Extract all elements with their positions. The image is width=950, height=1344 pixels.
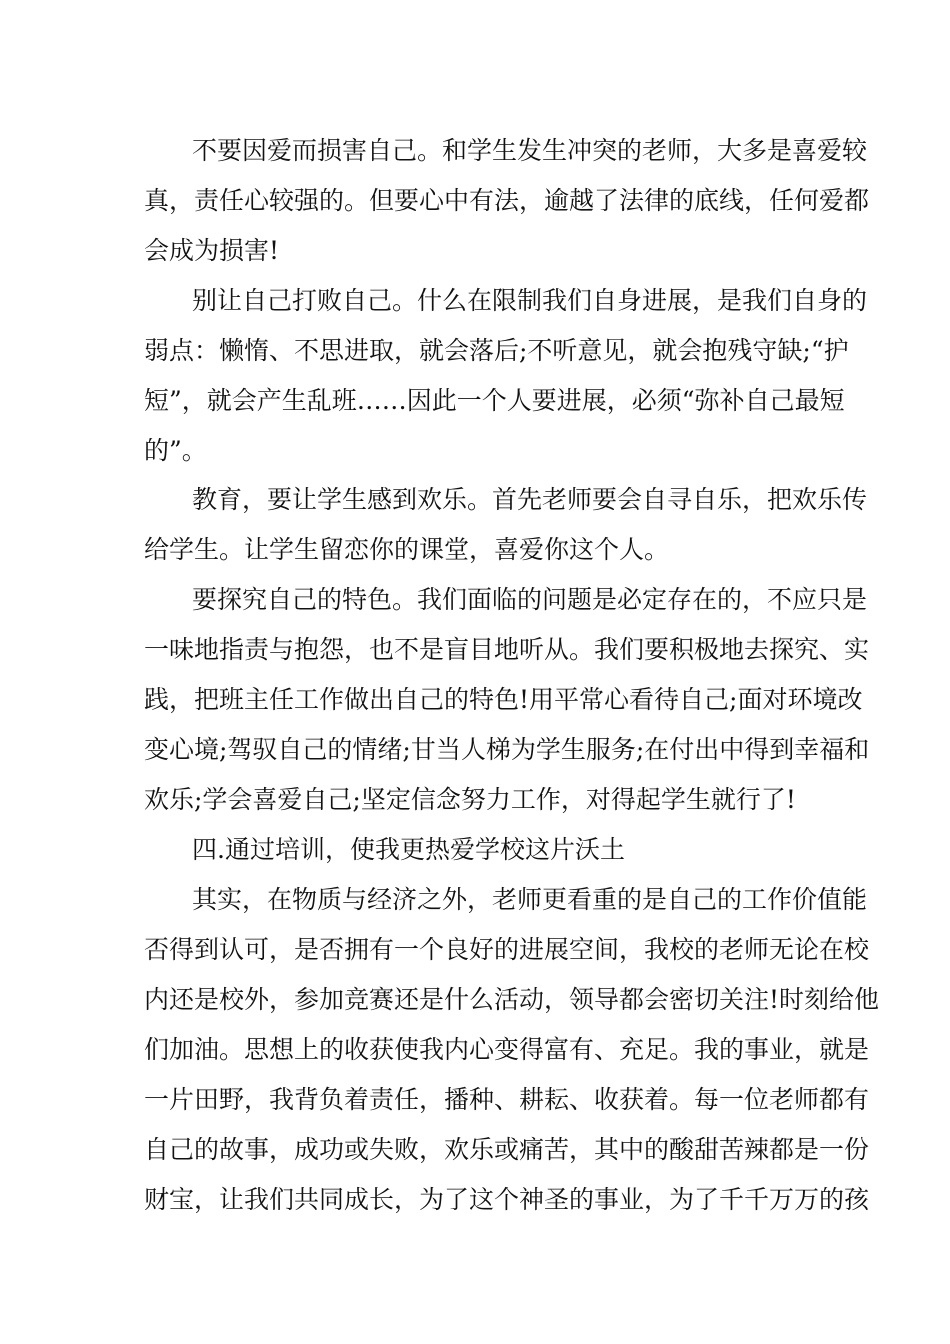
paragraph-2-line-3: 短”，就会产生乱班……因此一个人要进展，必须“弥补自己最短 <box>144 386 845 415</box>
paragraph-4-line-2: 一味地指责与抱怨，也不是盲目地听从。我们要积极地去探究、实 <box>144 635 870 664</box>
paragraph-4-line-5: 欢乐;学会喜爱自己;坚定信念努力工作，对得起学生就行了! <box>144 785 796 814</box>
paragraph-4-line-4: 变心境;驾驭自己的情绪;甘当人梯为学生服务;在付出中得到幸福和 <box>144 735 870 764</box>
paragraph-3-line-2: 给学生。让学生留恋你的课堂，喜爱你这个人。 <box>144 535 670 564</box>
paragraph-2-line-1: 别让自己打败自己。什么在限制我们自身进展，是我们自身的 <box>192 286 868 315</box>
section-heading: 四.通过培训，使我更热爱学校这片沃土 <box>192 835 625 864</box>
paragraph-6-line-6: 自己的故事，成功或失败，欢乐或痛苦，其中的酸甜苦辣都是一份 <box>144 1135 870 1164</box>
paragraph-1-line-3: 会成为损害! <box>144 236 280 265</box>
paragraph-1-line-2: 真，责任心较强的。但要心中有法，逾越了法律的底线，任何爱都 <box>144 186 870 215</box>
paragraph-6-line-2: 否得到认可，是否拥有一个良好的进展空间，我校的老师无论在校 <box>144 935 870 964</box>
paragraph-2-line-2: 弱点：懒惰、不思进取，就会落后;不听意见，就会抱残守缺;“护 <box>144 336 849 365</box>
paragraph-3-line-1: 教育，要让学生感到欢乐。首先老师要会自寻自乐，把欢乐传 <box>192 485 868 514</box>
paragraph-6-line-7: 财宝，让我们共同成长，为了这个神圣的事业，为了千千万万的孩 <box>144 1185 870 1214</box>
paragraph-4-line-3: 践，把班主任工作做出自己的特色!用平常心看待自己;面对环境改 <box>144 685 863 714</box>
paragraph-4-line-1: 要探究自己的特色。我们面临的问题是必定存在的，不应只是 <box>192 585 868 614</box>
paragraph-6-line-3: 内还是校外，参加竞赛还是什么活动，领导都会密切关注!时刻给他 <box>144 985 880 1014</box>
paragraph-6-line-1: 其实，在物质与经济之外，老师更看重的是自己的工作价值能 <box>192 885 868 914</box>
paragraph-1-line-1: 不要因爱而损害自己。和学生发生冲突的老师，大多是喜爱较 <box>192 136 868 165</box>
paragraph-6-line-4: 们加油。思想上的收获使我内心变得富有、充足。我的事业，就是 <box>144 1035 870 1064</box>
paragraph-6-line-5: 一片田野，我背负着责任，播种、耕耘、收获着。每一位老师都有 <box>144 1085 870 1114</box>
paragraph-2-line-4: 的”。 <box>144 436 207 465</box>
